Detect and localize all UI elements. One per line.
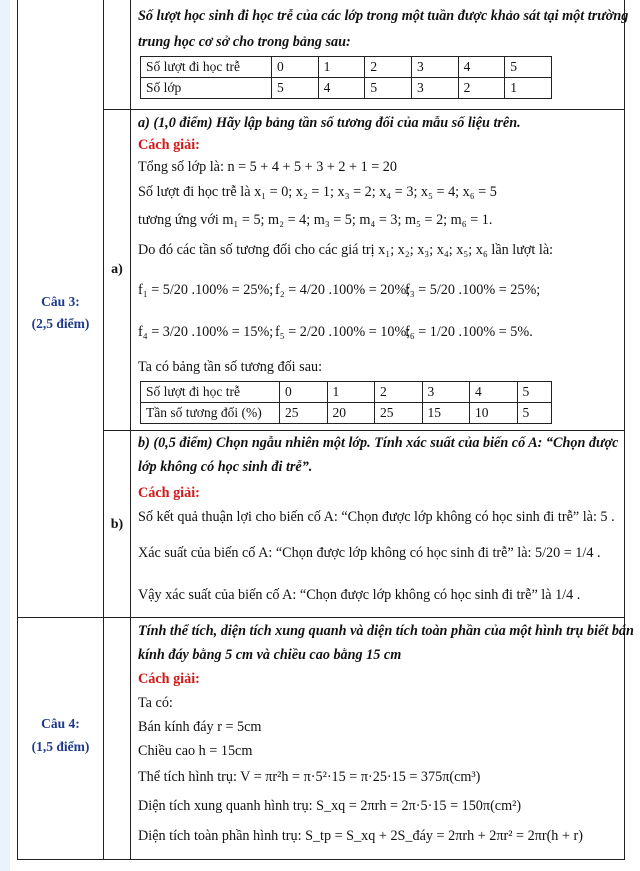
q3a-f5: f₅ = 2/20 .100% = 10%; bbox=[275, 324, 411, 340]
q3a-label: a) bbox=[111, 262, 123, 277]
table-cell: 25 bbox=[280, 403, 328, 424]
q3a-line1: Tổng số lớp là: n = 5 + 4 + 5 + 3 + 2 + 1 = 20 bbox=[138, 159, 397, 175]
table-row bbox=[141, 403, 552, 424]
table-cell: 5 bbox=[505, 57, 552, 78]
table-cell: 0 bbox=[272, 57, 319, 78]
table-cell: 5 bbox=[272, 78, 319, 99]
q4-points: (1,5 điểm) bbox=[31, 739, 90, 754]
q4-line1: Ta có: bbox=[138, 695, 173, 711]
q3a-line2: Số lượt đi học trễ là x₁ = 0; x₂ = 1; x₃ = 2; x₄ = 3; x₅ = 4; x₆ = 5 bbox=[138, 184, 497, 200]
table-cell: 2 bbox=[365, 57, 412, 78]
q3b-title-line2: lớp không có học sinh đi trễ”. bbox=[138, 459, 313, 475]
q4-line2: Bán kính đáy r = 5cm bbox=[138, 719, 262, 735]
table-cell: 1 bbox=[505, 78, 552, 99]
q3b-title-line1: b) (0,5 điểm) Chọn ngẫu nhiên một lớp. Tính xác suất của biến cố A: “Chọn được bbox=[138, 435, 619, 451]
table-cell: 4 bbox=[318, 78, 365, 99]
table-cell: Số lớp bbox=[141, 78, 272, 99]
q4-method-heading: Cách giải: bbox=[138, 671, 200, 687]
table-cell: 3 bbox=[411, 78, 458, 99]
table-cell: 5 bbox=[517, 382, 552, 403]
q4-line3: Chiều cao h = 15cm bbox=[138, 743, 253, 759]
table-cell: Số lượt đi học trễ bbox=[141, 57, 272, 78]
q4-line4: Thể tích hình trụ: V = πr²h = π·5²·15 = π·25·15 = 375π(cm³) bbox=[138, 769, 481, 785]
table-border-bottom bbox=[17, 859, 625, 860]
table-row bbox=[141, 78, 552, 99]
q3a-line5: Ta có bảng tần số tương đối sau: bbox=[138, 359, 323, 375]
q3-data-table bbox=[140, 56, 552, 99]
q4-prompt-line2: kính đáy bằng 5 cm và chiều cao bằng 15 cm bbox=[138, 647, 402, 663]
table-cell: 2 bbox=[458, 78, 505, 99]
table-cell: 15 bbox=[422, 403, 470, 424]
q3b-line1: Số kết quả thuận lợi cho biến cố A: “Chọn được lớp không có học sinh đi trễ” là: 5 . bbox=[138, 509, 615, 525]
q3b-method-heading: Cách giải: bbox=[138, 485, 200, 501]
q3-prompt-line1: Số lượt học sinh đi học trễ của các lớp trong một tuần được khảo sát tại một trường bbox=[138, 8, 629, 24]
table-cell: 1 bbox=[318, 57, 365, 78]
table-cell: 3 bbox=[411, 57, 458, 78]
q3b-label: b) bbox=[110, 517, 124, 532]
q3a-f1: f₁ = 5/20 .100% = 25%; bbox=[138, 282, 274, 298]
q3a-method-heading: Cách giải: bbox=[138, 137, 200, 153]
side-band bbox=[0, 0, 10, 871]
table-cell: 4 bbox=[458, 57, 505, 78]
q3b-line2: Xác suất của biến cố A: “Chọn được lớp không có học sinh đi trễ” là: 5/20 = 1/4 . bbox=[138, 545, 601, 561]
q4-line6: Diện tích toàn phần hình trụ: S_tp = S_xq + 2S_đáy = 2πrh + 2πr² = 2πr(h + r) bbox=[138, 828, 583, 844]
q4-label: Câu 4: bbox=[41, 716, 80, 731]
table-cell: 25 bbox=[375, 403, 423, 424]
q3a-f4: f₄ = 3/20 .100% = 15%; bbox=[138, 324, 274, 340]
q3a-frequency-table bbox=[140, 381, 552, 424]
table-cell: 4 bbox=[470, 382, 518, 403]
table-cell: 10 bbox=[470, 403, 518, 424]
q3a-line3: tương ứng với m₁ = 5; m₂ = 4; m₃ = 5; m₄ = 3; m₅ = 2; m₆ = 1. bbox=[138, 212, 493, 228]
q3a-f3: f₃ = 5/20 .100% = 25%; bbox=[405, 282, 541, 298]
table-row bbox=[141, 382, 552, 403]
table-cell: Số lượt đi học trễ bbox=[141, 382, 280, 403]
table-cell: 2 bbox=[375, 382, 423, 403]
row-divider-q3-a bbox=[103, 109, 625, 110]
q3-prompt-line2: trung học cơ sở cho trong bảng sau: bbox=[138, 34, 351, 50]
q3a-f6: f₆ = 1/20 .100% = 5%. bbox=[405, 324, 533, 340]
row-divider-q4 bbox=[17, 617, 625, 618]
table-cell: 0 bbox=[280, 382, 328, 403]
q4-prompt-line1: Tính thể tích, diện tích xung quanh và diện tích toàn phần của một hình trụ biết bán bbox=[138, 623, 634, 639]
table-cell: 20 bbox=[327, 403, 375, 424]
q3a-title: a) (1,0 điểm) Hãy lập bảng tần số tương đối của mẫu số liệu trên. bbox=[138, 115, 521, 131]
row-divider-q3-b bbox=[103, 430, 625, 431]
q3-points: (2,5 điểm) bbox=[31, 316, 90, 331]
q3b-line3: Vậy xác suất của biến cố A: “Chọn được lớp không có học sinh đi trễ” là 1/4 . bbox=[138, 587, 581, 603]
table-cell: 5 bbox=[517, 403, 552, 424]
table-cell: Tần số tương đối (%) bbox=[141, 403, 280, 424]
table-row bbox=[141, 57, 552, 78]
table-cell: 5 bbox=[365, 78, 412, 99]
table-cell: 3 bbox=[422, 382, 470, 403]
table-cell: 1 bbox=[327, 382, 375, 403]
q3a-line4: Do đó các tần số tương đối cho các giá trị x₁; x₂; x₃; x₄; x₅; x₆ lần lượt là: bbox=[138, 242, 554, 258]
q3a-f2: f₂ = 4/20 .100% = 20%; bbox=[275, 282, 411, 298]
q4-line5: Diện tích xung quanh hình trụ: S_xq = 2πrh = 2π·5·15 = 150π(cm²) bbox=[138, 798, 522, 814]
q3-label: Câu 3: bbox=[41, 294, 80, 309]
